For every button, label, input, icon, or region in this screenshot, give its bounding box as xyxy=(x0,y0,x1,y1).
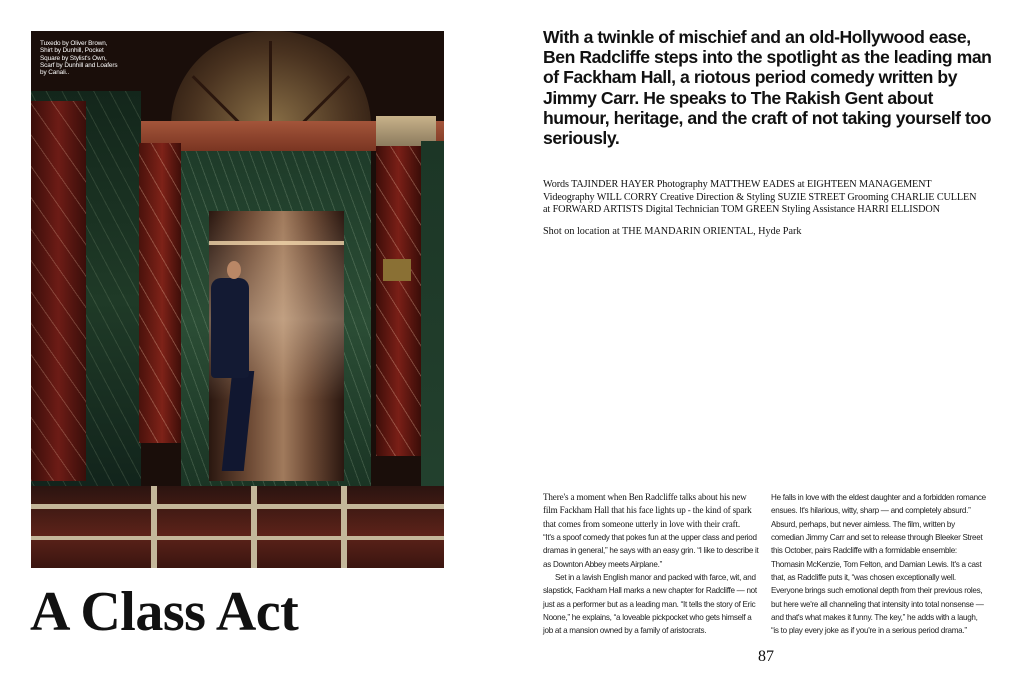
red-marble-pilaster xyxy=(139,143,181,443)
figure-head xyxy=(227,261,241,279)
body-paragraph: Set in a lavish English manor and packed with farce, wit, and slapstick, Fackham Hall marks a new chapter for Radcliffe — not just as a performer but as a leading man. “It tells the story of Eric Noone,” he explains, “a loveable pickpocket who gets himself a job at a mansion owned by a family of aristocrats. xyxy=(543,573,757,636)
feature-photo xyxy=(31,31,444,568)
body-column-1 xyxy=(543,491,761,638)
marble-floor xyxy=(31,486,444,568)
photo-caption: Tuxedo by Oliver Brown, Shirt by Dunhill, Pocket Square by Stylist's Own, Scarf by Dunhill and Loafers by Canali.. xyxy=(40,40,118,77)
body-paragraph: “It's a spoof comedy that pokes fun at the upper class and period dramas in general,” he says with an easy grin. “I like to describe it as Downton Abbey meets Airplane.” xyxy=(543,533,759,569)
brass-plaque xyxy=(383,259,411,281)
location-credit: Shot on location at THE MANDARIN ORIENTAL, Hyde Park xyxy=(543,226,802,237)
figure-tuxedo xyxy=(211,278,249,378)
article-title: A Class Act xyxy=(30,581,299,643)
red-marble-column-right xyxy=(376,146,421,456)
red-marble-column-left xyxy=(31,101,86,481)
elevator-light xyxy=(209,241,344,245)
body-column-2 xyxy=(771,491,987,638)
marble-wall-right xyxy=(421,141,444,511)
body-paragraph: He falls in love with the eldest daughter and a forbidden romance ensues. It's hilarious, witty, sharp — and completely absurd.” Absurd, perhaps, but never aimless. The film, written by comedian Jimmy Carr and set to release through Bleeker Street this October, pairs Radcliffe with a formidable ensemble: Thomasin McKenzie, Tom Felton, and Damian Lewis. It's a cast that, as Radcliffe puts it, “was chosen exceptionally well. Everyone brings such emotional depth from their previous roles, but here we're all channeling that intensity into total nonsense — and that's what makes it funny. The key,” he adds with a laugh, “is to play every joke as if you're in a serious period drama.” xyxy=(771,493,986,636)
standfirst: With a twinkle of mischief and an old-Hollywood ease, Ben Radcliffe steps into the spotlight as the leading man of Fackham Hall, a riotous period comedy written by Jimmy Carr. He speaks to The Rakish Gent about humour, heritage, and the craft of not taking yourself too seriously. xyxy=(543,27,992,149)
page-number: 87 xyxy=(758,648,774,665)
lede-paragraph: There's a moment when Ben Radcliffe talks about his new film Fackham Hall that his face lights up - the kind of spark that comes from someone utterly in love with their craft. xyxy=(543,492,752,529)
credits: Words TAJINDER HAYER Photography MATTHEW EADES at EIGHTEEN MANAGEMENT Videography WILL CORRY Creative Direction & Styling SUZIE STREET Grooming CHARLIE CULLEN at FORWARD ARTISTS Digital Technician TOM GREEN Styling Assistance HARRI ELLISDON xyxy=(543,179,977,216)
window-mullion xyxy=(269,41,272,126)
